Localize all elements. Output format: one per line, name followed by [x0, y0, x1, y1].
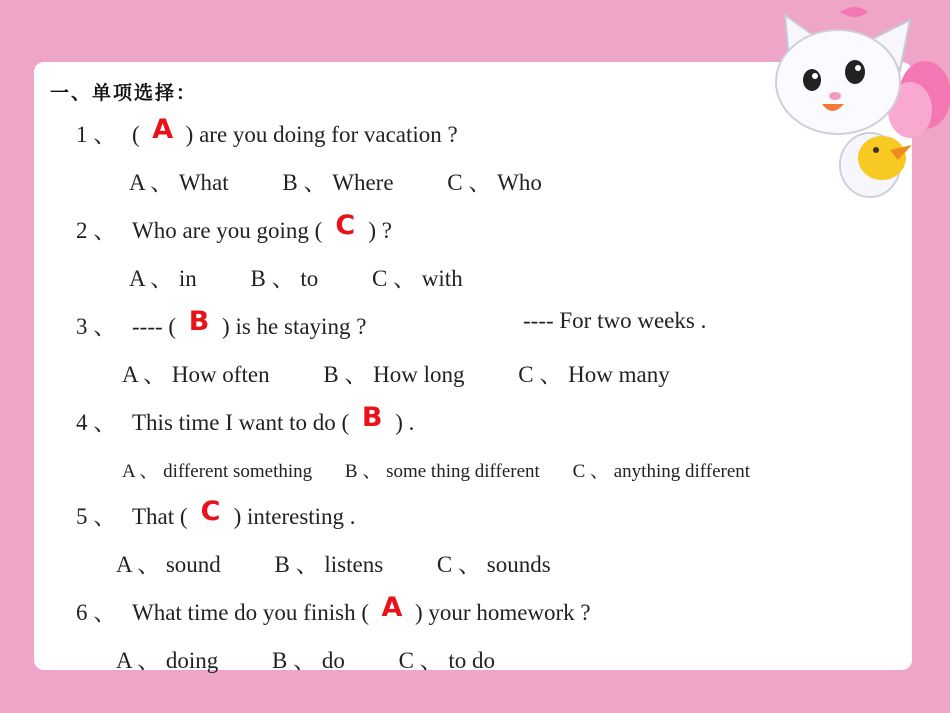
question-text-before: That (	[132, 504, 188, 529]
option-a: A 、 different something	[122, 461, 313, 482]
options-3	[122, 356, 670, 389]
question-text-after: ) your homework ?	[415, 600, 591, 625]
question-text-before: (	[132, 122, 140, 147]
question-text-before: This time I want to do (	[132, 410, 350, 435]
options-4	[122, 456, 750, 483]
option-a: A 、 How often	[122, 362, 270, 387]
option-b: B 、 How long	[323, 362, 465, 387]
option-b: B 、 some thing different	[344, 461, 540, 482]
option-a: A 、 sound	[116, 552, 221, 577]
answer-letter: C	[200, 496, 221, 527]
option-a: A 、 doing	[116, 648, 219, 673]
question-5	[76, 498, 356, 531]
question-text-after: ) interesting .	[233, 504, 356, 529]
option-b: B 、 do	[271, 648, 345, 673]
option-c: C 、 sounds	[436, 552, 551, 577]
option-c: C 、 with	[371, 266, 463, 291]
question-text-after: ) are you doing for vacation ?	[185, 122, 458, 147]
option-b: B 、 to	[250, 266, 319, 291]
answer-letter: B	[188, 306, 210, 337]
option-a: A 、 in	[129, 266, 197, 291]
option-a: A 、 What	[129, 170, 229, 195]
question-1	[76, 116, 458, 149]
answer-letter: A	[152, 114, 174, 145]
question-number: 5 、	[76, 504, 117, 529]
section-heading: 一、单项选择：	[50, 82, 198, 104]
options-5	[116, 546, 551, 579]
question-number: 4 、	[76, 410, 117, 435]
question-text-before: Who are you going (	[132, 218, 323, 243]
question-text-after: ) is he staying ?	[222, 314, 367, 339]
question-2	[76, 212, 392, 245]
answer-letter: B	[361, 402, 383, 433]
question-text-before: ---- (	[132, 314, 177, 339]
question-3-reply: ---- For two weeks .	[523, 308, 707, 333]
answer-letter: A	[381, 592, 403, 623]
option-c: C 、 to do	[398, 648, 496, 673]
options-1	[129, 164, 542, 197]
question-number: 1 、	[76, 122, 117, 147]
answer-letter: C	[335, 210, 356, 241]
options-2	[129, 260, 463, 293]
question-number: 6 、	[76, 600, 117, 625]
question-3	[76, 308, 366, 341]
question-number: 3 、	[76, 314, 117, 339]
option-c: C 、 anything different	[572, 461, 751, 482]
option-b: B 、 Where	[282, 170, 394, 195]
option-c: C 、 How many	[518, 362, 670, 387]
cat-mascot-icon	[760, 0, 950, 215]
option-b: B 、 listens	[274, 552, 384, 577]
question-4	[76, 404, 414, 437]
question-text-after: ) .	[395, 410, 415, 435]
question-text-before: What time do you finish (	[132, 600, 369, 625]
question-number: 2 、	[76, 218, 117, 243]
options-6	[116, 642, 495, 675]
question-6	[76, 594, 591, 627]
question-text-after: ) ?	[368, 218, 392, 243]
option-c: C 、 Who	[447, 170, 542, 195]
